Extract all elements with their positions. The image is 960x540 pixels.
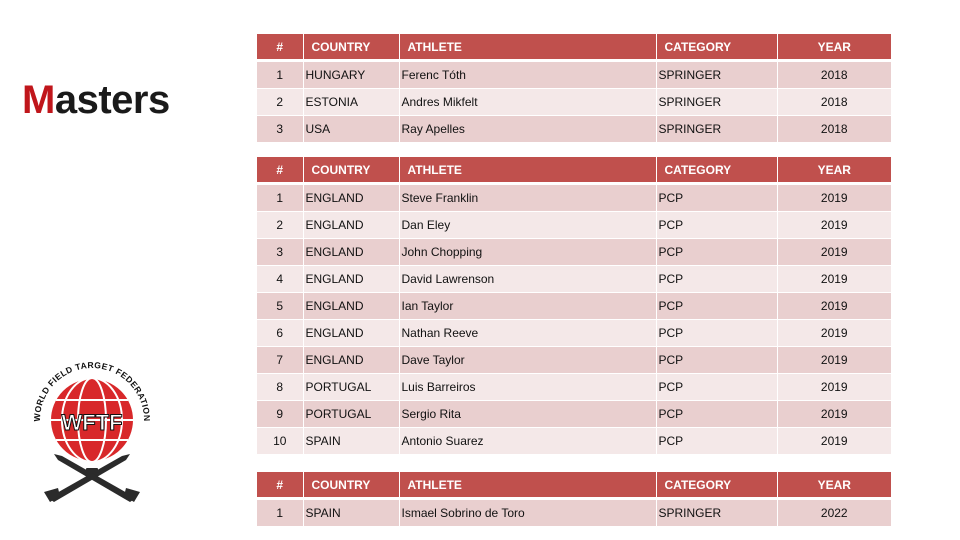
cell-country: SPAIN bbox=[303, 499, 399, 527]
cell-country: USA bbox=[303, 116, 399, 143]
cell-year: 2018 bbox=[777, 61, 891, 89]
cell-category: SPRINGER bbox=[656, 499, 777, 527]
table-row bbox=[257, 347, 891, 374]
header-athlete: ATHLETE bbox=[399, 34, 656, 61]
cell-year: 2018 bbox=[777, 116, 891, 143]
cell-athlete: Andres Mikfelt bbox=[399, 89, 656, 116]
page-title-rest: asters bbox=[54, 78, 170, 122]
cell-category: PCP bbox=[656, 184, 777, 212]
cell-athlete: Steve Franklin bbox=[399, 184, 656, 212]
table-row bbox=[257, 293, 891, 320]
cell-country: PORTUGAL bbox=[303, 374, 399, 401]
cell-num: 5 bbox=[257, 293, 303, 320]
cell-num: 3 bbox=[257, 239, 303, 266]
results-table-springer-2018 bbox=[257, 34, 891, 143]
table-header-row bbox=[257, 34, 891, 61]
page-title-first-letter: M bbox=[22, 78, 55, 122]
table-row bbox=[257, 428, 891, 455]
cell-category: SPRINGER bbox=[656, 89, 777, 116]
cell-num: 4 bbox=[257, 266, 303, 293]
cell-year: 2019 bbox=[777, 184, 891, 212]
cell-num: 1 bbox=[257, 499, 303, 527]
cell-athlete: Dan Eley bbox=[399, 212, 656, 239]
logo-emblem-text: WFTF bbox=[61, 410, 123, 435]
cell-num: 1 bbox=[257, 61, 303, 89]
results-table-springer-2022 bbox=[257, 472, 891, 527]
wftf-logo bbox=[30, 358, 155, 506]
cell-athlete: John Chopping bbox=[399, 239, 656, 266]
cell-year: 2019 bbox=[777, 320, 891, 347]
cell-athlete: Ray Apelles bbox=[399, 116, 656, 143]
table-row bbox=[257, 320, 891, 347]
cell-category: PCP bbox=[656, 428, 777, 455]
cell-athlete: Ferenc Tóth bbox=[399, 61, 656, 89]
header-category: CATEGORY bbox=[656, 34, 777, 61]
cell-country: ENGLAND bbox=[303, 239, 399, 266]
cell-year: 2018 bbox=[777, 89, 891, 116]
table-row bbox=[257, 212, 891, 239]
cell-year: 2019 bbox=[777, 266, 891, 293]
cell-num: 10 bbox=[257, 428, 303, 455]
table-row bbox=[257, 89, 891, 116]
cell-num: 8 bbox=[257, 374, 303, 401]
cell-country: ENGLAND bbox=[303, 347, 399, 374]
cell-category: PCP bbox=[656, 374, 777, 401]
cell-year: 2022 bbox=[777, 499, 891, 527]
cell-athlete: Ian Taylor bbox=[399, 293, 656, 320]
cell-year: 2019 bbox=[777, 401, 891, 428]
cell-year: 2019 bbox=[777, 239, 891, 266]
table-row bbox=[257, 116, 891, 143]
header-category: CATEGORY bbox=[656, 472, 777, 499]
cell-num: 7 bbox=[257, 347, 303, 374]
cell-country: PORTUGAL bbox=[303, 401, 399, 428]
cell-category: PCP bbox=[656, 293, 777, 320]
table-row bbox=[257, 374, 891, 401]
cell-athlete: Sergio Rita bbox=[399, 401, 656, 428]
results-table-pcp-2019 bbox=[257, 157, 891, 455]
cell-country: HUNGARY bbox=[303, 61, 399, 89]
header-country: COUNTRY bbox=[303, 34, 399, 61]
cell-country: ENGLAND bbox=[303, 293, 399, 320]
table-row bbox=[257, 61, 891, 89]
cell-year: 2019 bbox=[777, 293, 891, 320]
header-athlete: ATHLETE bbox=[399, 157, 656, 184]
cell-year: 2019 bbox=[777, 374, 891, 401]
table-header-row bbox=[257, 472, 891, 499]
cell-num: 6 bbox=[257, 320, 303, 347]
cell-num: 1 bbox=[257, 184, 303, 212]
cell-category: PCP bbox=[656, 212, 777, 239]
header-num: # bbox=[257, 472, 303, 499]
table-row bbox=[257, 401, 891, 428]
cell-athlete: Antonio Suarez bbox=[399, 428, 656, 455]
header-country: COUNTRY bbox=[303, 472, 399, 499]
cell-country: ENGLAND bbox=[303, 184, 399, 212]
page-title bbox=[22, 78, 170, 123]
table-row bbox=[257, 239, 891, 266]
cell-category: SPRINGER bbox=[656, 61, 777, 89]
header-athlete: ATHLETE bbox=[399, 472, 656, 499]
logo-ring-text: WORLD FIELD TARGET FEDERATION bbox=[31, 359, 153, 422]
cell-category: PCP bbox=[656, 347, 777, 374]
cell-num: 9 bbox=[257, 401, 303, 428]
cell-num: 2 bbox=[257, 89, 303, 116]
cell-country: ENGLAND bbox=[303, 212, 399, 239]
cell-year: 2019 bbox=[777, 347, 891, 374]
header-category: CATEGORY bbox=[656, 157, 777, 184]
cell-category: PCP bbox=[656, 266, 777, 293]
cell-athlete: Luis Barreiros bbox=[399, 374, 656, 401]
header-country: COUNTRY bbox=[303, 157, 399, 184]
cell-category: PCP bbox=[656, 320, 777, 347]
cell-category: PCP bbox=[656, 401, 777, 428]
cell-athlete: David Lawrenson bbox=[399, 266, 656, 293]
cell-country: ENGLAND bbox=[303, 266, 399, 293]
cell-num: 3 bbox=[257, 116, 303, 143]
header-year: YEAR bbox=[777, 472, 891, 499]
cell-country: SPAIN bbox=[303, 428, 399, 455]
cell-category: PCP bbox=[656, 239, 777, 266]
header-year: YEAR bbox=[777, 157, 891, 184]
header-num: # bbox=[257, 157, 303, 184]
table-row bbox=[257, 266, 891, 293]
header-year: YEAR bbox=[777, 34, 891, 61]
cell-country: ENGLAND bbox=[303, 320, 399, 347]
table-row bbox=[257, 499, 891, 527]
cell-athlete: Ismael Sobrino de Toro bbox=[399, 499, 656, 527]
cell-category: SPRINGER bbox=[656, 116, 777, 143]
table-header-row bbox=[257, 157, 891, 184]
cell-country: ESTONIA bbox=[303, 89, 399, 116]
cell-year: 2019 bbox=[777, 428, 891, 455]
cell-athlete: Dave Taylor bbox=[399, 347, 656, 374]
cell-year: 2019 bbox=[777, 212, 891, 239]
cell-num: 2 bbox=[257, 212, 303, 239]
table-row bbox=[257, 184, 891, 212]
cell-athlete: Nathan Reeve bbox=[399, 320, 656, 347]
header-num: # bbox=[257, 34, 303, 61]
